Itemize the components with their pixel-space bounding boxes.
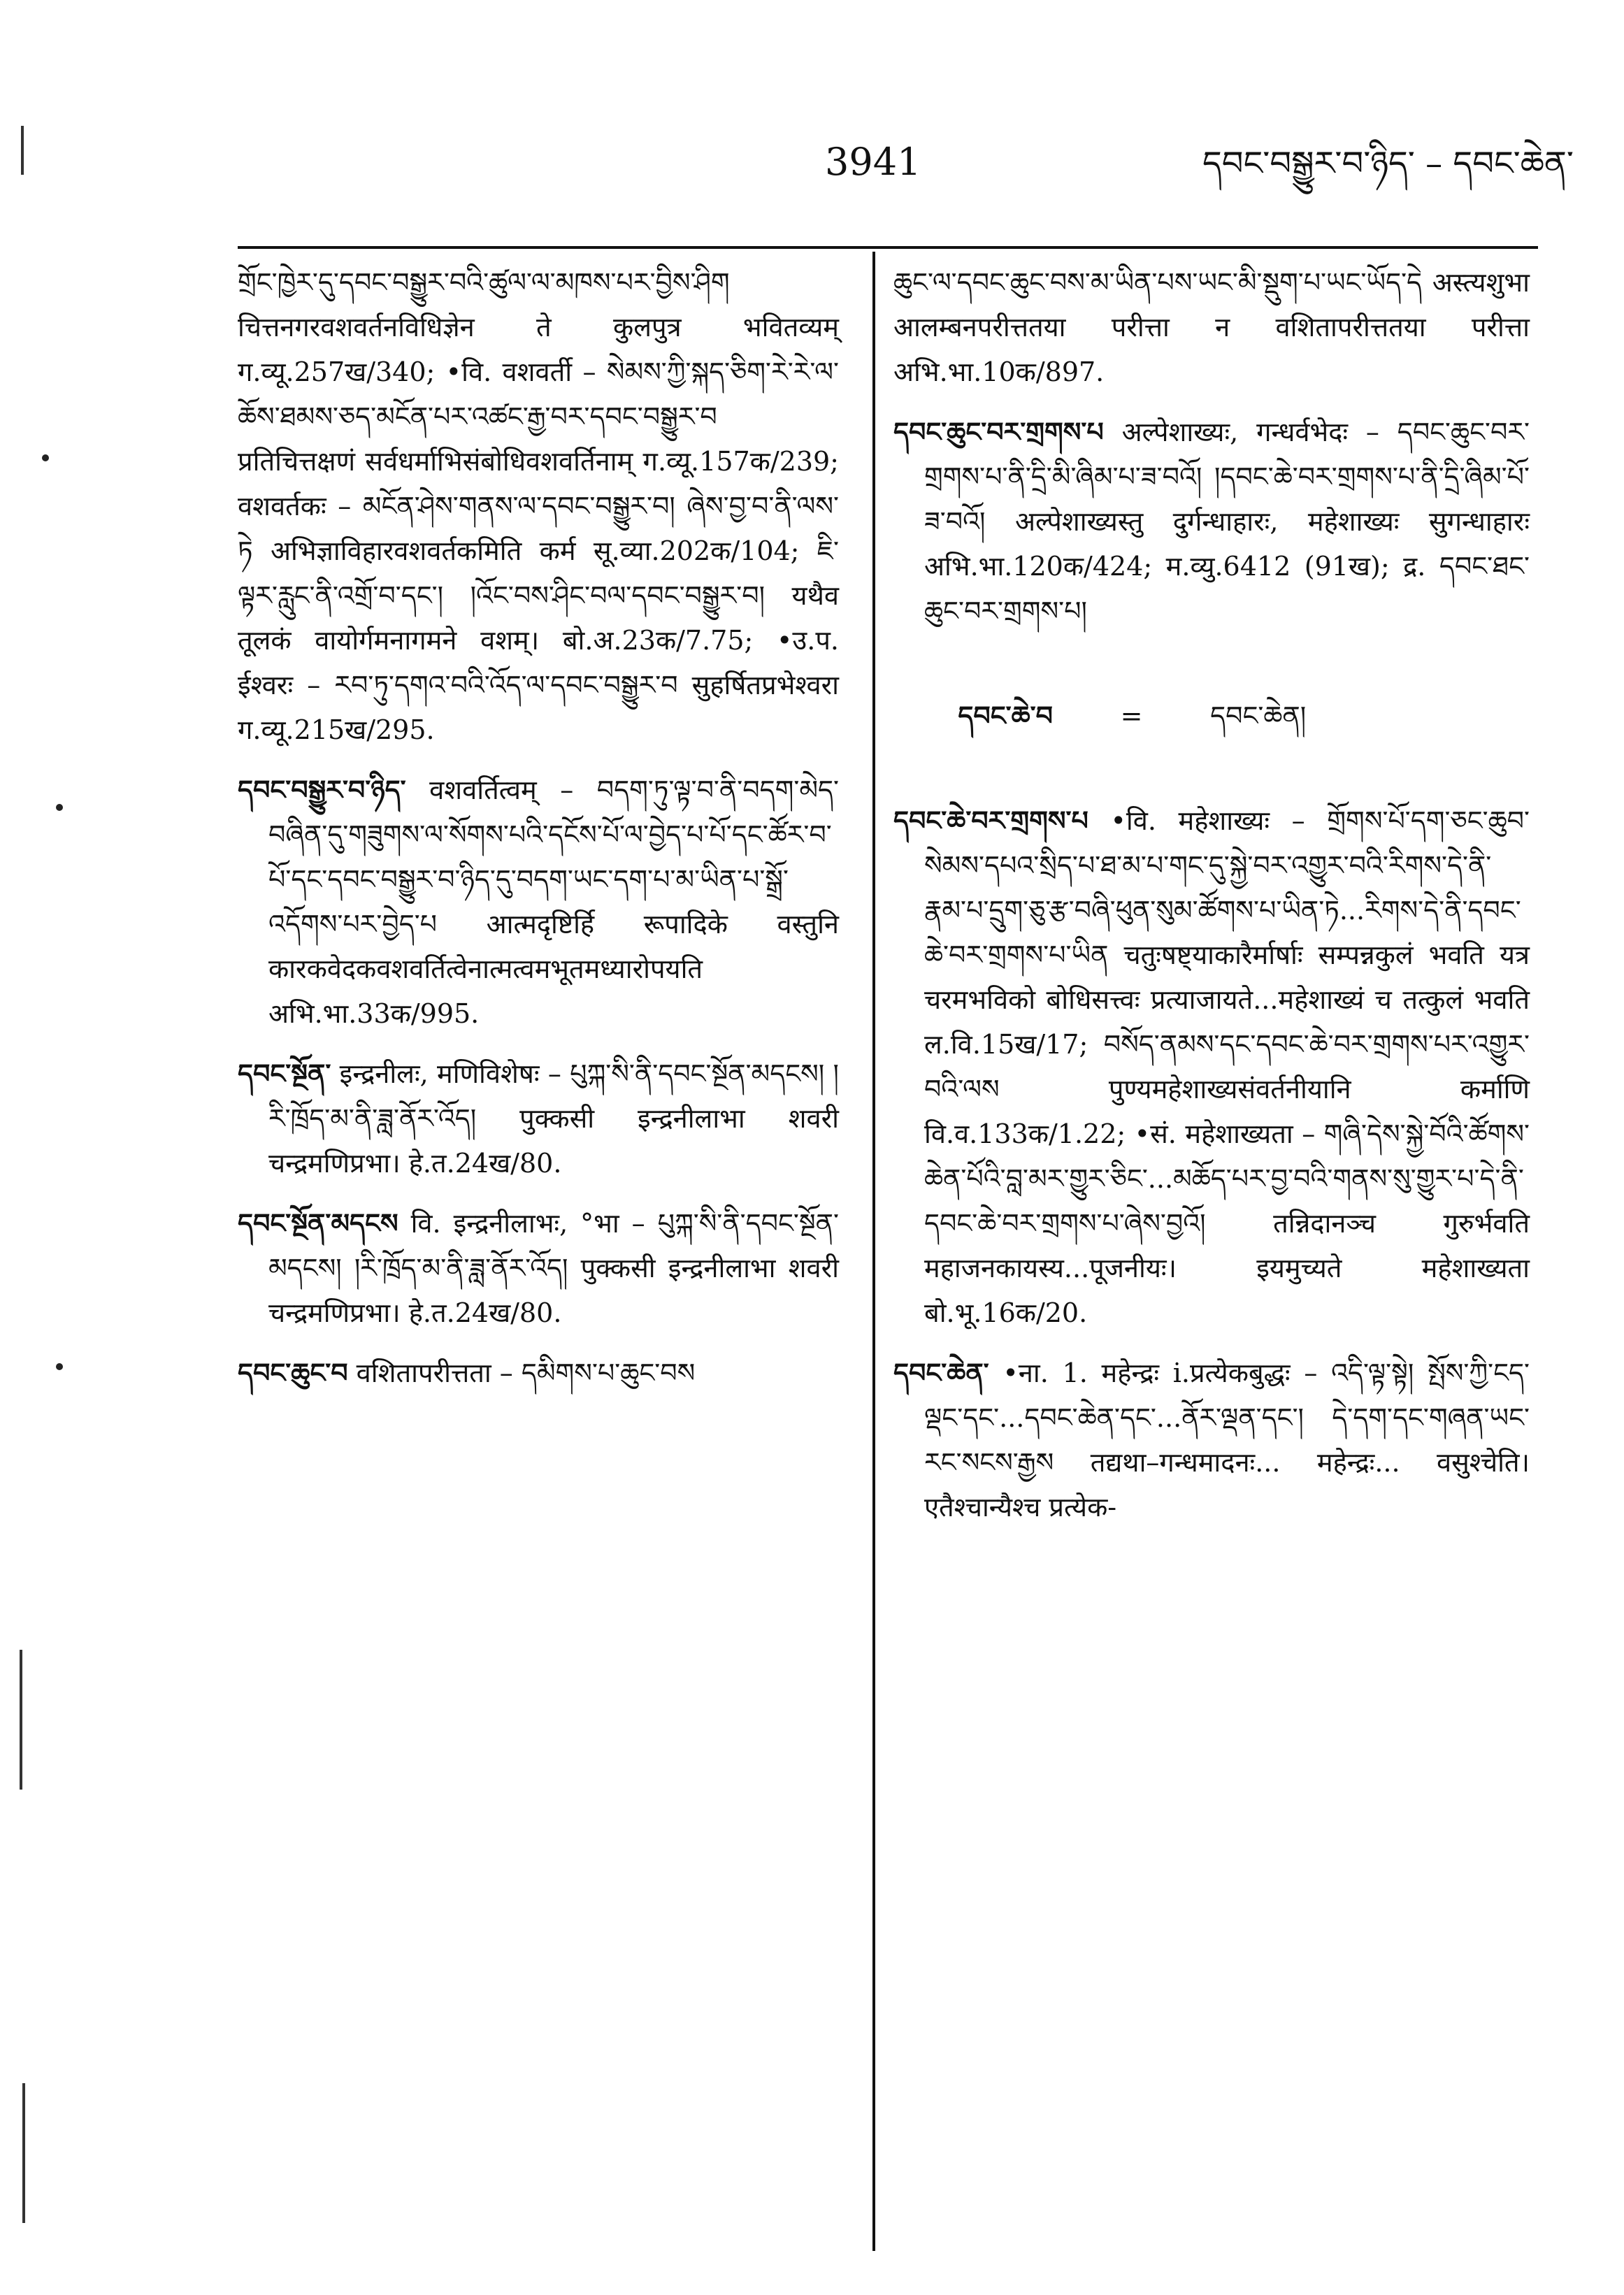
entry-text: अल्पेशाख्यः, गन्धर्वभेदः – དབང་ཆུང་བར་གྲགས་པ་ནི་དྲི་མི་ཞིམ་པ་ཟ་བའོ། །དབང་ཆེ་བར་གྲགས་པ་ནི་དྲི་ཞིམ་པོ་ཟ་བའོ། अल्पेशाख्यस्तु दुर्गन्धाहारः, महेशाख्यः सुगन्धाहारः अभि.भा.120क/424; म.व्यु.6412 (91ख); द्र. དབང་ཐང་ཆུང་བར་གྲགས་པ། (924, 417, 1530, 626)
dictionary-entry (238, 1201, 839, 1335)
scan-dot (42, 454, 49, 461)
dictionary-entry (238, 1351, 839, 1395)
entry-headword: དབང་ཆེན་ (893, 1357, 989, 1388)
column-divider (872, 252, 875, 2251)
scan-dot (56, 1363, 63, 1370)
scan-edge-mark (20, 1650, 22, 1790)
left-column (238, 260, 839, 1411)
entry-headword: དབང་བསྒྱུར་བ་ཉིད་ (238, 774, 406, 805)
entry-text: वशवर्तित्वम् – བདག་ཏུ་ལྟ་བ་ནི་བདག་མེད་བཞིན་དུ་གཟུགས་ལ་སོགས་པའི་དངོས་པོ་ལ་བྱེད་པ་པོ་དང་ཚོར་བ་པོ་དང་དབང་བསྒྱུར་བ་ཉིད་དུ་བདག་ཡང་དག་པ་མ་ཡིན་པ་སྒྲོ་འདོགས་པར་བྱེད་པ आत्मदृष्टिर्हि रूपादिके वस्तुनि कारकवेदकवशवर्तित्वेनात्मत्वमभूतमध्यारोपयति अभि.भा.33क/995. (268, 775, 839, 1029)
dictionary-entry (238, 1051, 839, 1186)
entry-text: वशितापरीत्तता – དམིགས་པ་ཆུང་བས (347, 1358, 696, 1388)
entry-text: वि. इन्द्रनीलाभः, °भा – པུཀྐ་སི་ནི་དབང་སྔོན་མདངས། །རི་ཁྲོད་མ་ནི་ཟླ་ནོར་འོད། पुक्कसी इन्द्रनीलाभा शवरी चन्द्रमणिप्रभा। हे.त.24ख/80. (268, 1208, 839, 1328)
entry-text: = དབང་ཆེན། (1053, 700, 1307, 731)
dictionary-entry (238, 260, 839, 752)
right-column (893, 260, 1530, 1545)
dictionary-entry (893, 798, 1530, 1335)
entry-headword: དབང་སྔོན་ (238, 1058, 331, 1089)
entry-headword: དབང་ཆེ་བར་གྲགས་པ (893, 805, 1088, 836)
entry-text: ཆུང་ལ་དབང་ཆུང་བས་མ་ཡིན་པས་ཡང་མི་སྡུག་པ་ཡང་ཡོད་དེ अस्त्यशुभा आलम्बनपरीत्ततया परीत्ता न वशितापरीत्ततया परीत्ता अभि.भा.10क/897. (893, 267, 1530, 387)
entry-text: •ना. 1. महेन्द्रः i.प्रत्येकबुद्धः – འདི་ལྟ་སྟེ། སྤོས་ཀྱི་ངད་ལྡང་དང་...དབང་ཆེན་དང་...ནོར་ལྡན་དང་། དེ་དག་དང་གཞན་ཡང་རང་སངས་རྒྱས तद्यथा–गन्धमादनः... महेन्द्रः... वसुश्चेति। एतैश्चान्यैश्च प्रत्येक- (924, 1358, 1530, 1523)
entry-headword: དབང་ཆུང་བར་གྲགས་པ (893, 416, 1104, 447)
scan-edge-mark (21, 126, 24, 175)
entry-text: •वि. महेशाख्यः – གྲོགས་པོ་དག་ཅང་ཆུབ་སེམས་དཔའ་སྲིད་པ་ཐ་མ་པ་གང་དུ་སྐྱེ་བར་འགྱུར་བའི་རིགས་དེ་ནི་རྣམ་པ་དྲུག་ཅུ་རྩ་བཞི་ཕུན་སུམ་ཚོགས་པ་ཡིན་ཏེ...རིགས་དེ་ནི་དབང་ཆེ་བར་གྲགས་པ་ཡིན चतुःषष्ट्याकारैर्मार्षाः सम्पन्नकुलं भवति यत्र चरमभविको बोधिसत्त्वः प्रत्याजायते...महेशाख्यं च तत्कुलं भवति ल.वि.15ख/17; བསོད་ནམས་དང་དབང་ཆེ་བར་གྲགས་པར་འགྱུར་བའི་ལས पुण्यमहेशाख्यसंवर्तनीयानि कर्माणि वि.व.133क/1.22; •सं. महेशाख्यता – གཞི་དེས་སྐྱེ་བོའི་ཚོགས་ཆེན་པོའི་བླ་མར་གྱུར་ཅིང་...མཆོད་པར་བྱ་བའི་གནས་སུ་གྱུར་པ་དེ་ནི་དབང་ཆེ་བར་གྲགས་པ་ཞེས་བྱའོ། तन्निदानञ्च गुरुर्भवति महाजनकायस्य...पूजनीयः। इयमुच्यते महेशाख्यता बो.भू.16क/20. (924, 805, 1530, 1328)
entry-text: གྲོང་ཁྱེར་དུ་དབང་བསྒྱུར་བའི་ཚུལ་ལ་མཁས་པར་བྱིས་ཤིག चित्तनगरवशवर्तनविधिज्ञेन ते कुलपुत्र भवितव्यम् ग.व्यू.257ख/340; •वि. वशवर्ती – སེམས་ཀྱི་སྐད་ཅིག་རེ་རེ་ལ་ཆོས་ཐམས་ཅད་མངོན་པར་འཚང་རྒྱ་བར་དབང་བསྒྱུར་བ प्रतिचित्तक्षणं सर्वधर्माभिसंबोधिवशवर्तिनाम् ग.व्यू.157क/239; वशवर्तकः – མངོན་ཤེས་གནས་ལ་དབང་བསྒྱུར་བ། ཞེས་བྱ་བ་ནི་ལས་ཏེ अभिज्ञाविहारवशवर्तकमिति कर्म सू.व्या.202क/104; ཇི་ལྟར་རླུང་ནི་འགྲོ་བ་དང་། །འོང་བས་ཤིང་བལ་དབང་བསྒྱུར་བ། यथैव तूलकं वायोर्गमनागमने वशम्। बो.अ.23क/7.75; •उ.प. ईश्वरः – རབ་ཏུ་དགའ་བའི་འོད་ལ་དབང་བསྒྱུར་བ सुहर्षितप्रभेश्वरा ग.व्यू.215ख/295. (238, 267, 839, 745)
dictionary-entry (893, 649, 1530, 783)
scan-dot (56, 804, 63, 811)
entry-headword: དབང་ཆེ་བ (958, 700, 1053, 731)
page-number: 3941 (825, 140, 921, 184)
dictionary-entry (893, 260, 1530, 394)
scan-edge-mark (22, 2083, 25, 2223)
header-rule (238, 246, 1538, 249)
running-head: དབང་བསྒྱུར་བ་ཉིད་ – དབང་ཆེན་ (1202, 144, 1574, 183)
entry-headword: དབང་སྔོན་མདངས (238, 1207, 398, 1239)
entry-headword: དབང་ཆུང་བ (238, 1357, 348, 1388)
dictionary-entry (238, 768, 839, 1036)
dictionary-entry (893, 410, 1530, 633)
dictionary-entry (893, 1351, 1530, 1530)
entry-text: इन्द्रनीलः, मणिविशेषः – པུཀྐ་སི་ནི་དབང་སྔོན་མདངས། །རི་ཁྲོད་མ་ནི་ཟླ་ནོར་འོད། पुक्कसी इन्द्रनीलाभा शवरी चन्द्रमणिप्रभा। हे.त.24ख/80. (268, 1058, 839, 1179)
